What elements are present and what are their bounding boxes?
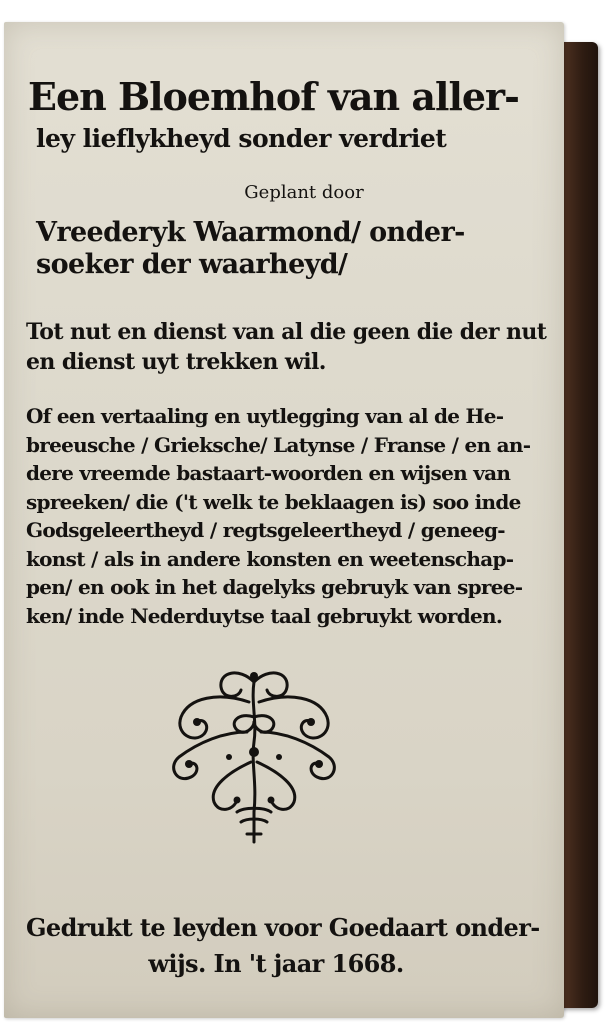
body-line-8: ken/ inde Nederduytse taal gebruykt worden. [26, 603, 503, 628]
planted-by-label: Geplant door [244, 182, 364, 203]
title-line-2: ley lieflykheyd sonder verdriet [36, 124, 447, 153]
imprint-line-2: wijs. In 't jaar 1668. [148, 949, 404, 978]
book-title [28, 76, 528, 118]
book-title-continued [36, 124, 516, 154]
body-line-1: Of een vertaaling en uytlegging van al de He- [26, 404, 504, 428]
body-line-4: spreeken/ die ('t welk te beklaagen is) soo inde [26, 489, 521, 514]
author-line-1: Vreederyk Waarmond/ onder- [36, 217, 465, 248]
title-line-1: Een Bloemhof van aller- [28, 74, 519, 119]
title-page [4, 22, 564, 1018]
body-line-5: Godsgeleertheyd / regtsgeleertheyd / geneeg- [26, 518, 505, 542]
author-line-2: soeker der waarheyd/ [36, 249, 348, 280]
body-line-7: pen/ en ook in het dagelyks gebruyk van spree- [26, 575, 523, 599]
description-paragraph [26, 402, 531, 630]
body-line-3: dere vreemde bastaart-woorden en wijsen van [26, 461, 511, 485]
body-line-6: konst / als in andere konsten en weetenschap- [26, 546, 514, 571]
imprint [26, 910, 540, 982]
dedication [26, 317, 547, 377]
dedication-line-1: Tot nut en dienst van al die geen die der nut [26, 319, 547, 345]
author-name [36, 217, 516, 281]
printer-ornament-icon [159, 662, 349, 847]
imprint-line-1: Gedrukt te leyden voor Goedaart onder- [26, 913, 540, 942]
dedication-line-2: en dienst uyt trekken wil. [26, 349, 326, 375]
body-line-2: breeusche / Grieksche/ Latynse / Franse / en an- [26, 432, 531, 457]
